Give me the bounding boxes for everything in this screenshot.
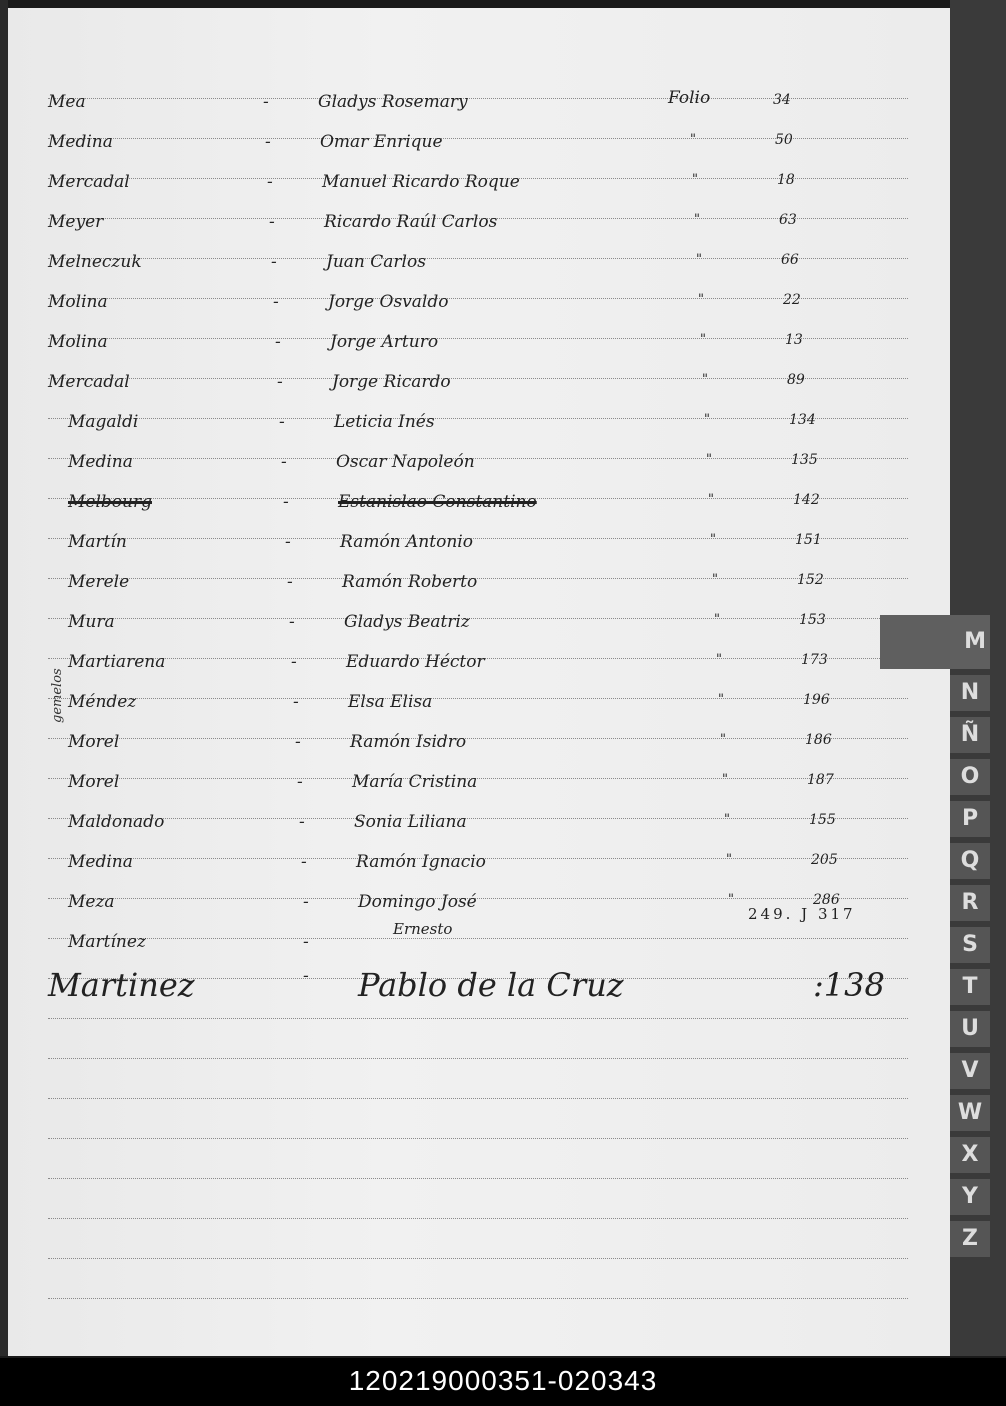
entry-ditto: " <box>700 332 706 347</box>
entry-folio: 89 <box>787 372 805 388</box>
ledger-entry <box>8 728 950 768</box>
entry-surname: Morel <box>68 732 120 752</box>
ruled-line <box>48 1138 908 1139</box>
ledger-entry <box>8 966 950 1012</box>
entry-surname: Meza <box>68 892 115 912</box>
entry-folio: 205 <box>811 852 838 868</box>
entry-surname: Melbourg <box>68 492 152 512</box>
index-tab-p[interactable]: P <box>950 801 990 837</box>
entry-given: Ramón Roberto <box>342 572 478 592</box>
entry-dash: - <box>293 692 299 712</box>
entry-surname: Martinez <box>48 966 195 1004</box>
entry-folio: 152 <box>797 572 824 588</box>
ledger-entry <box>8 928 950 968</box>
entry-dash: - <box>291 652 297 672</box>
entry-folio: 18 <box>777 172 795 188</box>
entry-ditto: " <box>720 732 726 747</box>
entry-given: Ricardo Raúl Carlos <box>324 212 498 232</box>
entry-ditto: " <box>724 812 730 827</box>
ruled-line <box>48 1058 908 1059</box>
index-tab-x[interactable]: X <box>950 1137 990 1173</box>
ledger-entry <box>8 688 950 728</box>
folio-header: Folio <box>668 88 711 108</box>
entry-ditto: " <box>718 692 724 707</box>
ledger-entry <box>8 328 950 368</box>
entry-surname: Mea <box>48 92 86 112</box>
entry-surname: Medina <box>48 132 113 152</box>
entry-given: Jorge Osvaldo <box>328 292 449 312</box>
ruled-line <box>48 1298 908 1299</box>
entry-folio: 134 <box>789 412 816 428</box>
entry-surname: Mercadal <box>48 372 130 392</box>
entry-surname: Meyer <box>48 212 104 232</box>
entry-folio: 196 <box>803 692 830 708</box>
ruled-line <box>48 1218 908 1219</box>
entry-given: Gladys Rosemary <box>318 92 468 112</box>
entry-given: Omar Enrique <box>320 132 443 152</box>
entry-dash: - <box>281 452 287 472</box>
entry-given: Elsa Elisa <box>348 692 433 712</box>
book-binding <box>0 0 8 1356</box>
entry-surname: Morel <box>68 772 120 792</box>
entry-surname: Medina <box>68 452 133 472</box>
ledger-entry <box>8 568 950 608</box>
entry-ditto: " <box>690 132 696 147</box>
entry-dash: - <box>287 572 293 592</box>
entry-surname: Melneczuk <box>48 252 142 272</box>
entry-dash: - <box>269 212 275 232</box>
ledger-entry <box>8 248 950 288</box>
margin-note: gemelos <box>50 668 65 723</box>
entry-folio: 142 <box>793 492 820 508</box>
entry-folio: 286 <box>813 892 840 908</box>
index-tab-q[interactable]: Q <box>950 843 990 879</box>
entry-surname: Martiarena <box>68 652 166 672</box>
ruled-line <box>48 1098 908 1099</box>
entry-given: Ramón Antonio <box>340 532 473 552</box>
entry-given: María Cristina <box>352 772 478 792</box>
ledger-entry <box>8 168 950 208</box>
entry-dash: - <box>297 772 303 792</box>
entry-folio: :138 <box>813 966 885 1004</box>
entry-surname: Martínez <box>68 932 146 952</box>
entry-dash: - <box>303 892 309 912</box>
entry-given: Gladys Beatriz <box>344 612 470 632</box>
ledger-entry <box>8 808 950 848</box>
index-tab-n[interactable]: N <box>950 675 990 711</box>
ledger-entry <box>8 648 950 688</box>
entry-dash: - <box>285 532 291 552</box>
entry-dash: - <box>263 92 269 112</box>
index-tabs <box>880 615 1006 1275</box>
entry-surname: Molina <box>48 292 108 312</box>
entry-ditto: " <box>722 772 728 787</box>
entry-folio: 66 <box>781 252 799 268</box>
ledger-entry <box>8 88 950 128</box>
ledger-entry <box>8 208 950 248</box>
ledger-entry <box>8 128 950 168</box>
ruled-line <box>48 1258 908 1259</box>
ernesto-note: Ernesto <box>393 920 453 938</box>
entry-ditto: " <box>698 292 704 307</box>
entry-surname: Magaldi <box>68 412 139 432</box>
ledger-entry <box>8 488 950 528</box>
ledger-entry <box>8 408 950 448</box>
ledger-entry <box>8 848 950 888</box>
entry-folio: 153 <box>799 612 826 628</box>
entry-given: Leticia Inés <box>334 412 435 432</box>
entry-ditto: " <box>726 852 732 867</box>
index-tab-w[interactable]: W <box>950 1095 990 1131</box>
index-tab-m[interactable]: M <box>880 615 990 669</box>
entry-given: Juan Carlos <box>326 252 426 272</box>
entry-surname: Medina <box>68 852 133 872</box>
entry-given: Manuel Ricardo Roque <box>322 172 520 192</box>
entry-dash: - <box>271 252 277 272</box>
entry-dash: - <box>295 732 301 752</box>
ledger-entry <box>8 608 950 648</box>
entry-surname: Martín <box>68 532 127 552</box>
entry-surname: Molina <box>48 332 108 352</box>
entry-ditto: " <box>694 212 700 227</box>
entry-folio: 187 <box>807 772 834 788</box>
entry-ditto: " <box>702 372 708 387</box>
entry-dash: - <box>283 492 289 512</box>
entry-folio: 22 <box>783 292 801 308</box>
entry-dash: - <box>277 372 283 392</box>
entry-dash: - <box>265 132 271 152</box>
entry-surname: Mura <box>68 612 115 632</box>
index-tab-ñ[interactable]: Ñ <box>950 717 990 753</box>
entry-ditto: " <box>708 492 714 507</box>
entry-given: Estanislao Constantino <box>338 492 537 512</box>
ledger-entry <box>8 288 950 328</box>
entry-dash: - <box>303 966 309 986</box>
entry-folio: 186 <box>805 732 832 748</box>
entry-surname: Mercadal <box>48 172 130 192</box>
index-tab-o[interactable]: O <box>950 759 990 795</box>
entry-dash: - <box>301 852 307 872</box>
index-tab-z[interactable]: Z <box>950 1221 990 1257</box>
ledger-entry <box>8 368 950 408</box>
entry-dash: - <box>273 292 279 312</box>
entry-ditto: " <box>692 172 698 187</box>
entry-folio: 135 <box>791 452 818 468</box>
entry-folio: 151 <box>795 532 822 548</box>
entry-ditto: " <box>696 252 702 267</box>
extra-numbers: 249. J 317 <box>748 905 856 923</box>
index-tab-u[interactable]: U <box>950 1011 990 1047</box>
index-tab-y[interactable]: Y <box>950 1179 990 1215</box>
entry-surname: Merele <box>68 572 130 592</box>
entry-ditto: " <box>714 612 720 627</box>
entry-ditto: " <box>716 652 722 667</box>
entry-folio: 50 <box>775 132 793 148</box>
entry-ditto: " <box>712 572 718 587</box>
entry-ditto: " <box>704 412 710 427</box>
entry-given: Sonia Liliana <box>354 812 467 832</box>
index-tab-v[interactable]: V <box>950 1053 990 1089</box>
entry-given: Pablo de la Cruz <box>358 966 624 1004</box>
entry-ditto: " <box>728 892 734 907</box>
entry-folio: 155 <box>809 812 836 828</box>
entry-ditto: " <box>710 532 716 547</box>
entry-dash: - <box>275 332 281 352</box>
entry-dash: - <box>279 412 285 432</box>
entry-folio: 34 <box>773 92 791 108</box>
index-tab-t[interactable]: T <box>950 969 990 1005</box>
ledger-entry <box>8 448 950 488</box>
entry-given: Ramón Isidro <box>350 732 467 752</box>
document-id: 120219000351-020343 <box>0 1358 1006 1406</box>
entry-folio: 63 <box>779 212 797 228</box>
entry-folio: 173 <box>801 652 828 668</box>
entry-surname: Maldonado <box>68 812 165 832</box>
entry-given: Ramón Ignacio <box>356 852 486 872</box>
ledger-page <box>8 8 950 1356</box>
entry-given: Jorge Ricardo <box>332 372 451 392</box>
entry-dash: - <box>299 812 305 832</box>
entry-surname: Méndez <box>68 692 137 712</box>
entry-given: Oscar Napoleón <box>336 452 475 472</box>
entry-given: Domingo José <box>358 892 477 912</box>
entry-given: Eduardo Héctor <box>346 652 485 672</box>
ledger-entry <box>8 768 950 808</box>
entry-ditto: " <box>706 452 712 467</box>
index-tab-s[interactable]: S <box>950 927 990 963</box>
ruled-line <box>48 1178 908 1179</box>
entry-dash: - <box>267 172 273 192</box>
entry-dash: - <box>289 612 295 632</box>
ledger-entry <box>8 528 950 568</box>
entry-dash: - <box>303 932 309 952</box>
index-tab-r[interactable]: R <box>950 885 990 921</box>
entry-folio: 13 <box>785 332 803 348</box>
ruled-line <box>48 1018 908 1019</box>
entry-given: Jorge Arturo <box>330 332 439 352</box>
